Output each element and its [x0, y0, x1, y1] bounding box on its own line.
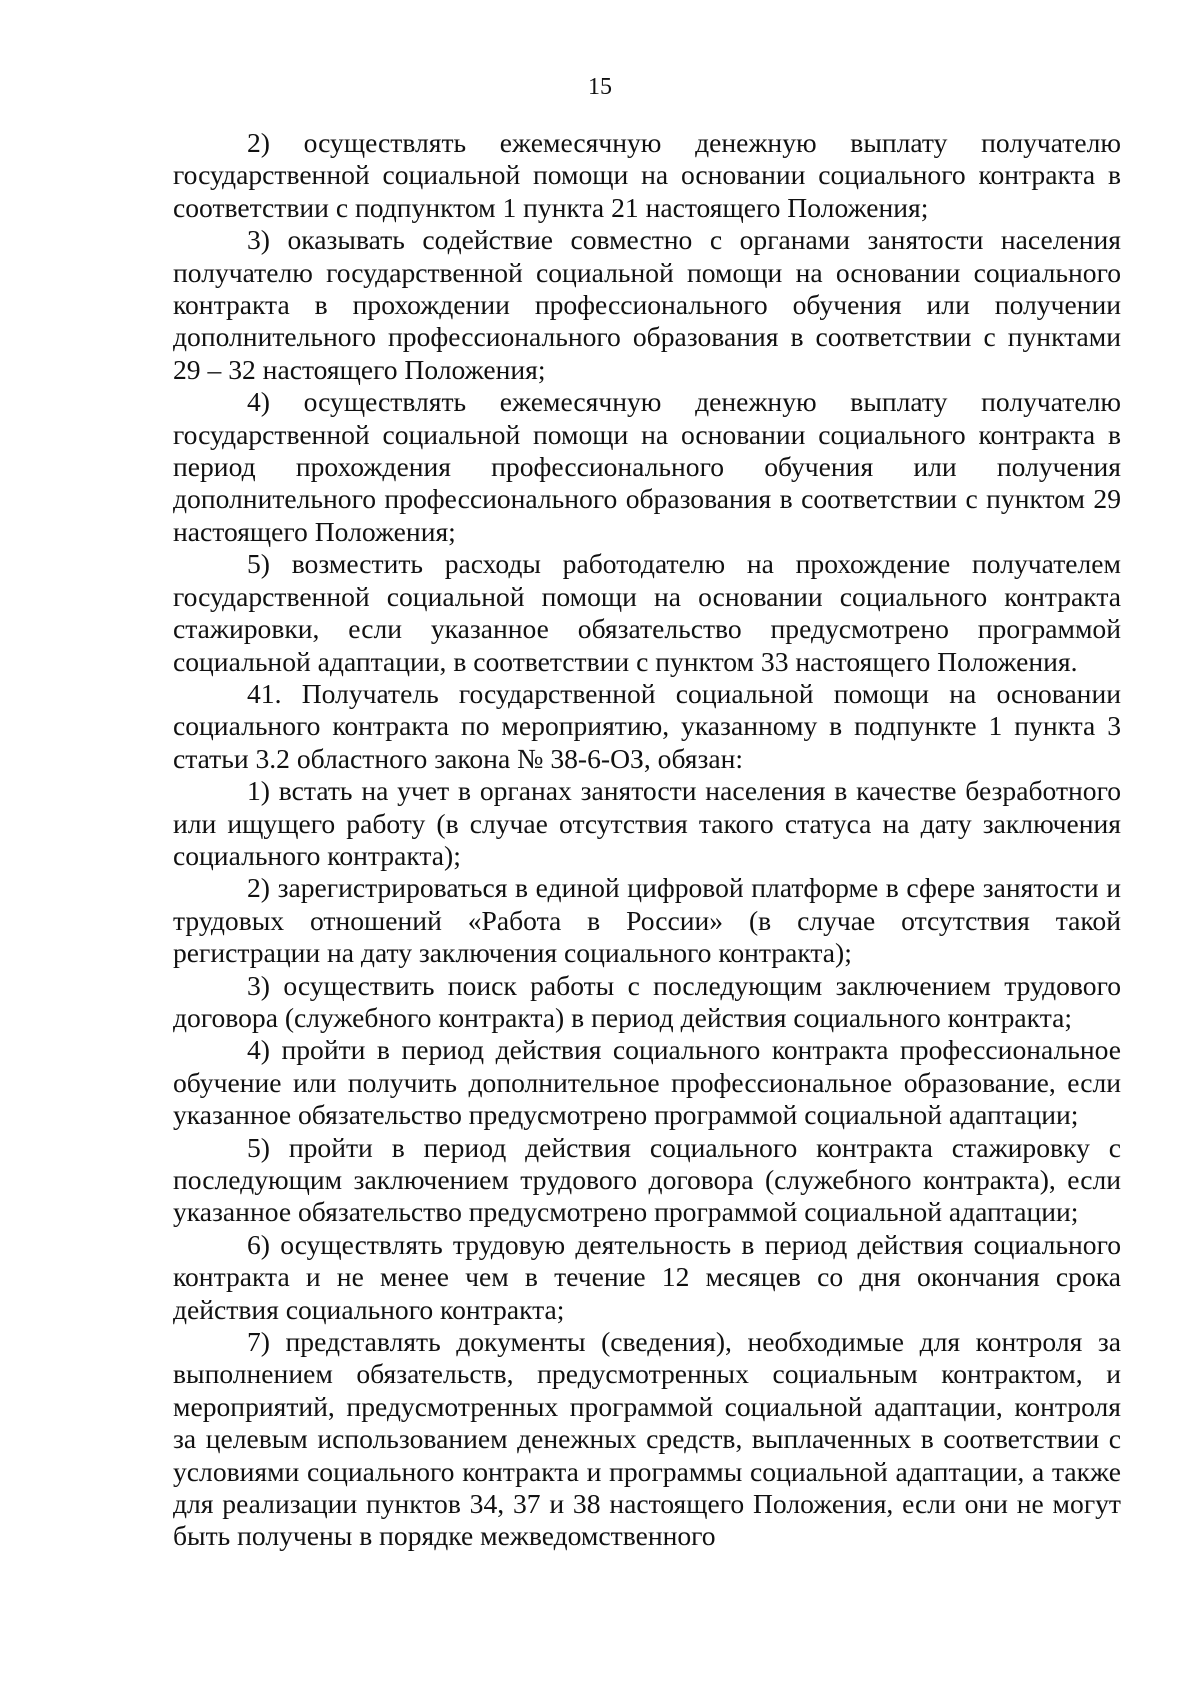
- paragraph-recipient-duty-2: 2) зарегистрироваться в единой цифровой платформе в сфере занятости и трудовых отношений «Работа в России» (в случае отсутствия такой регистрации на дату заключения социального контракта);: [173, 872, 1121, 969]
- paragraph-item-3-obligation: 3) оказывать содействие совместно с органами занятости населения получателю государственной социальной помощи на основании социального контракта в прохождении профессионального обучения или получении дополнительного профессионального образования в соответствии с пунктами 29 – 32 настоящего Положения;: [173, 224, 1121, 385]
- paragraph-recipient-duty-1: 1) встать на учет в органах занятости населения в качестве безработного или ищущего работу (в случае отсутствия такого статуса на дату заключения социального контракта);: [173, 775, 1121, 871]
- paragraph-recipient-duty-3: 3) осуществить поиск работы с последующим заключением трудового договора (служебного контракта) в период действия социального контракта;: [173, 969, 1121, 1033]
- page-number: 15: [588, 74, 612, 100]
- paragraph-item-2-obligation: 2) осуществлять ежемесячную денежную выплату получателю государственной социальной помощи на основании социального контракта в соответствии с подпунктом 1 пункта 21 настоящего Положения;: [173, 127, 1121, 223]
- document-body: [173, 127, 1121, 1553]
- paragraph-item-4-obligation: 4) осуществлять ежемесячную денежную выплату получателю государственной социальной помощи на основании социального контракта в период прохождения профессионального обучения или получения дополнительного профессионального образования в соответствии с пунктом 29 настоящего Положения;: [173, 386, 1121, 547]
- paragraph-clause-41: 41. Получатель государственной социальной помощи на основании социального контракта по мероприятию, указанному в подпункте 1 пункта 3 статьи 3.2 областного закона № 38-6-ОЗ, обязан:: [173, 677, 1121, 774]
- paragraph-item-5-obligation: 5) возместить расходы работодателю на прохождение получателем государственной социальной помощи на основании социального контракта стажировки, если указанное обязательство предусмотрено программой социальной адаптации, в соответствии с пунктом 33 настоящего Положения.: [173, 548, 1121, 677]
- paragraph-recipient-duty-6: 6) осуществлять трудовую деятельность в период действия социального контракта и не менее чем в течение 12 месяцев со дня окончания срока действия социального контракта;: [173, 1228, 1121, 1325]
- paragraph-recipient-duty-7: 7) представлять документы (сведения), необходимые для контроля за выполнением обязательств, предусмотренных социальным контрактом, и мероприятий, предусмотренных программой социальной адаптации, контроля за целевым использованием денежных средств, выплаченных в соответствии с условиями социального контракта и программы социальной адаптации, а также для реализации пунктов 34, 37 и 38 настоящего Положения, если они не могут быть получены в порядке межведомственного: [173, 1326, 1121, 1552]
- paragraph-recipient-duty-5: 5) пройти в период действия социального контракта стажировку с последующим заключением трудового договора (служебного контракта), если указанное обязательство предусмотрено программой социальной адаптации;: [173, 1131, 1121, 1228]
- paragraph-recipient-duty-4: 4) пройти в период действия социального контракта профессиональное обучение или получить дополнительное профессиональное образование, если указанное обязательство предусмотрено программой социальной адаптации;: [173, 1034, 1121, 1131]
